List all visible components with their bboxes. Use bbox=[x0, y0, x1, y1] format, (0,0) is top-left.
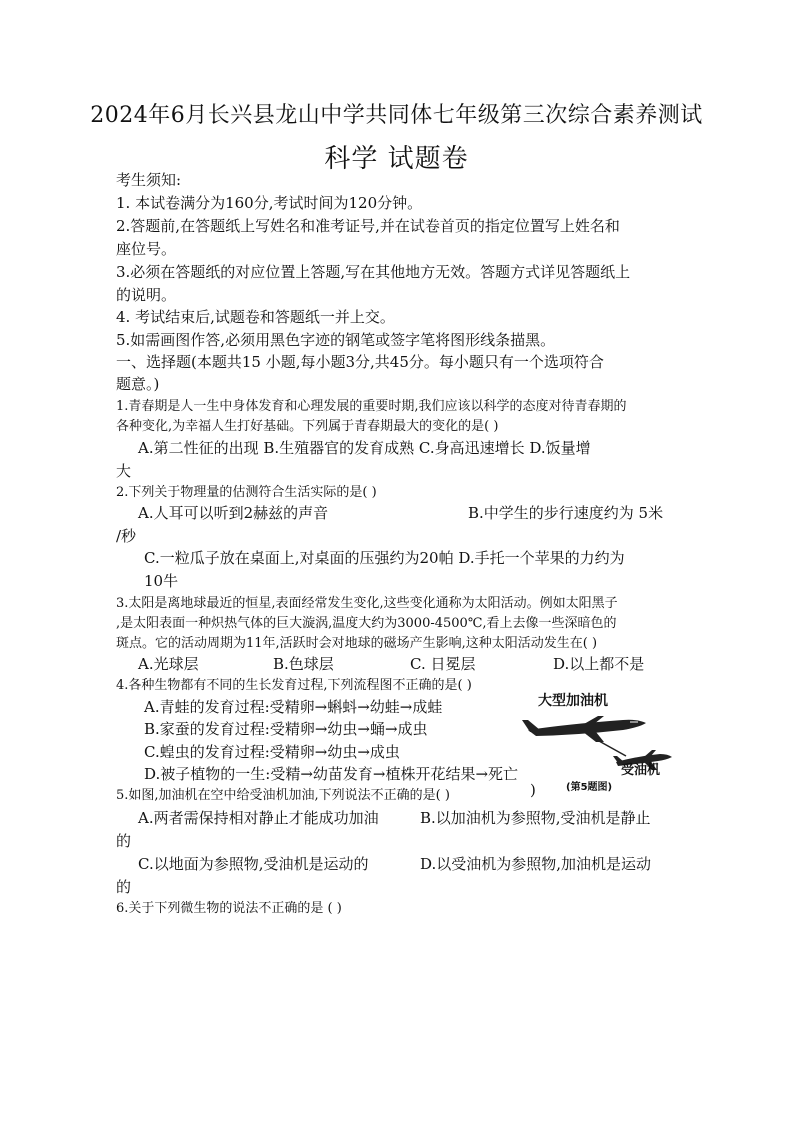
exam-title: 2024年6月长兴县龙山中学共同体七年级第三次综合素养测试 bbox=[90, 103, 703, 128]
question-option: A.青蛙的发育过程:受精卵→蝌蚪→幼蛙→成蛙 bbox=[144, 698, 443, 716]
refueling-figure bbox=[518, 690, 683, 795]
question-option: C.以地面为参照物,受油机是运动的 bbox=[138, 855, 369, 873]
notice-item: 1. 本试卷满分为160分,考试时间为120分钟。 bbox=[116, 194, 423, 212]
question-options: A.第二性征的出现 B.生殖器官的发育成熟 C.身高迅速增长 D.饭量增 bbox=[138, 439, 591, 457]
question-option: A.光球层 bbox=[138, 655, 199, 673]
question-option: C.一粒瓜子放在桌面上,对桌面的压强约为20帕 D.手托一个苹果的力约为 bbox=[144, 549, 625, 567]
question-option: 10牛 bbox=[144, 572, 179, 590]
question-stem: 4.各种生物都有不同的生长发育过程,下列流程图不正确的是( ) bbox=[116, 678, 472, 693]
question-stem: 6.关于下列微生物的说法不正确的是 ( ) bbox=[116, 901, 342, 916]
notice-item: 座位号。 bbox=[116, 240, 177, 258]
question-option: B.色球层 bbox=[273, 655, 334, 673]
question-option: C. 日冕层 bbox=[410, 655, 476, 673]
question-options: 大 bbox=[116, 462, 132, 480]
question-option: A.人耳可以听到2赫兹的声音 bbox=[138, 504, 329, 522]
figure-caption: (第5题图) bbox=[566, 782, 613, 793]
notice-item: 3.必须在答题纸的对应位置上答题,写在其他地方无效。答题方式详见答题纸上 bbox=[116, 263, 631, 281]
question-stem: 1.青春期是人一生中身体发育和心理发展的重要时期,我们应该以科学的态度对待青春期的 bbox=[116, 399, 627, 414]
question-stem: 5.如图,加油机在空中给受油机加油,下列说法不正确的是( ) bbox=[116, 788, 450, 803]
question-option: B.家蚕的发育过程:受精卵→幼虫→蛹→成虫 bbox=[144, 720, 428, 738]
question-option: 的 bbox=[116, 832, 132, 850]
question-stem: 各种变化,为幸福人生打好基础。下列属于青春期最大的变化的是( ) bbox=[116, 419, 499, 434]
question-option: /秒 bbox=[116, 527, 137, 545]
tanker-label: 大型加油机 bbox=[538, 693, 608, 709]
question-option: C.蝗虫的发育过程:受精卵→幼虫→成虫 bbox=[144, 743, 400, 761]
question-option: A.两者需保持相对静止才能成功加油 bbox=[138, 809, 379, 827]
notice-heading: 考生须知: bbox=[116, 171, 182, 189]
notice-item: 的说明。 bbox=[116, 286, 177, 304]
question-stem: 斑点。它的活动周期为11年,活跃时会对地球的磁场产生影响,这种太阳活动发生在( ) bbox=[116, 636, 598, 651]
question-option: D.被子植物的一生:受精→幼苗发育→植株开花结果→死亡 bbox=[144, 765, 519, 783]
tanker-plane-icon bbox=[522, 716, 646, 742]
receiver-label: 受油机 bbox=[621, 763, 661, 778]
section-heading: 题意。) bbox=[116, 375, 160, 393]
question-option: B.中学生的步行速度约为 5米 bbox=[468, 504, 664, 522]
question-stem: ,是太阳表面一种炽热气体的巨大漩涡,温度大约为3000-4500℃,看上去像一些深暗色的 bbox=[116, 616, 617, 631]
question-option: 的 bbox=[116, 878, 132, 896]
question-option: B.以加油机为参照物,受油机是静止 bbox=[420, 809, 651, 827]
stray-bracket: ) bbox=[530, 781, 536, 799]
notice-item: 2.答题前,在答题纸上写姓名和准考证号,并在试卷首页的指定位置写上姓名和 bbox=[116, 217, 620, 235]
question-stem: 3.太阳是离地球最近的恒星,表面经常发生变化,这些变化通称为太阳活动。例如太阳黑子 bbox=[116, 596, 618, 611]
section-heading: 一、选择题(本题共15 小题,每小题3分,共45分。每小题只有一个选项符合 bbox=[116, 353, 604, 371]
refueling-boom bbox=[590, 736, 626, 756]
notice-item: 4. 考试结束后,试题卷和答题纸一并上交。 bbox=[116, 308, 395, 326]
exam-subtitle: 科学 试题卷 bbox=[324, 144, 469, 174]
notice-item: 5.如需画图作答,必须用黑色字迹的钢笔或签字笔将图形线条描黑。 bbox=[116, 331, 556, 349]
question-option: D.以受油机为参照物,加油机是运动 bbox=[420, 855, 652, 873]
question-option: D.以上都不是 bbox=[553, 655, 645, 673]
question-stem: 2.下列关于物理量的估测符合生活实际的是( ) bbox=[116, 485, 377, 500]
